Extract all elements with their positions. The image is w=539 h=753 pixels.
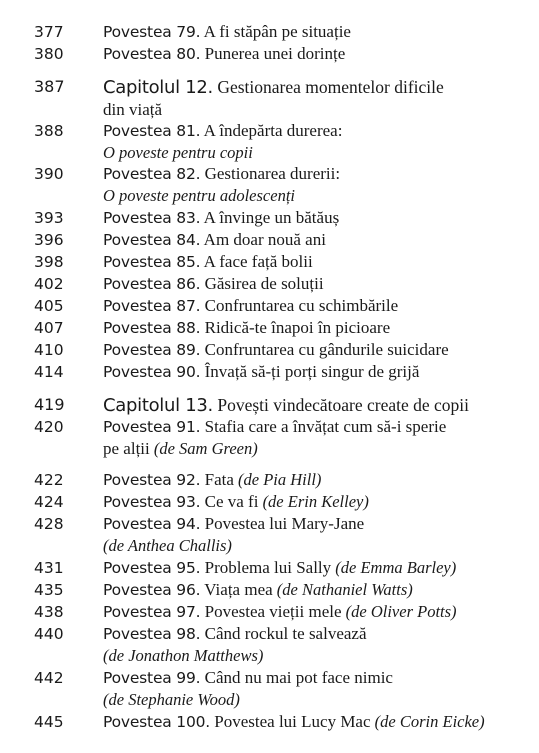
entry-text — [103, 120, 523, 164]
story-number: Povestea 90. — [103, 363, 201, 381]
entry-text — [103, 163, 523, 207]
story-title: Ridică-te înapoi în picioare — [200, 318, 391, 337]
entry-text — [103, 557, 523, 579]
story-author: (de Nathaniel Watts) — [272, 580, 413, 599]
entry-text — [103, 623, 523, 667]
entry-text — [103, 295, 523, 317]
story-title: Problema lui Sally — [200, 558, 332, 577]
story-number: Povestea 89. — [103, 341, 201, 359]
page-number: 380 — [34, 45, 64, 63]
story-number: Povestea 93. — [103, 493, 201, 511]
story-title: Confruntarea cu schimbările — [200, 296, 399, 315]
story-title: Stafia care a învățat cum să-i sperie — [200, 417, 447, 436]
story-title-tail: pe alții — [103, 439, 150, 458]
entry-text — [103, 207, 523, 229]
page-number: 431 — [34, 559, 64, 577]
entry-text — [103, 711, 523, 733]
page-number: 420 — [34, 418, 64, 436]
page-number: 410 — [34, 341, 64, 359]
story-number: Povestea 94. — [103, 515, 201, 533]
story-number: Povestea 79. — [103, 23, 201, 41]
chapter-number: Capitolul 12. — [103, 77, 213, 98]
story-subtitle: O poveste pentru adolescenți — [103, 186, 295, 205]
story-number: Povestea 85. — [103, 253, 201, 271]
story-title: A fi stăpân pe situație — [200, 22, 351, 41]
page-number: 405 — [34, 297, 64, 315]
page-number: 445 — [34, 713, 64, 731]
story-number: Povestea 80. — [103, 45, 201, 63]
story-author: (de Stephanie Wood) — [103, 690, 240, 709]
story-number: Povestea 88. — [103, 319, 201, 337]
entry-text — [103, 273, 523, 295]
story-number: Povestea 83. — [103, 209, 201, 227]
story-author: (de Sam Green) — [149, 439, 258, 458]
story-title: Confruntarea cu gândurile suicidare — [200, 340, 449, 359]
story-author: (de Jonathon Matthews) — [103, 646, 264, 665]
story-title: A face față bolii — [200, 252, 313, 271]
chapter-number: Capitolul 13. — [103, 395, 213, 416]
story-title: Povestea lui Mary-Jane — [200, 514, 365, 533]
chapter-title: Povești vindecătoare create de copii — [212, 395, 470, 415]
story-title: Ce va fi — [200, 492, 259, 511]
page-number: 424 — [34, 493, 64, 511]
story-number: Povestea 92. — [103, 471, 201, 489]
chapter-title: Gestionarea momentelor dificile — [212, 77, 444, 97]
entry-text — [103, 361, 523, 383]
story-title: A învinge un bătăuș — [200, 208, 340, 227]
story-title: Găsirea de soluții — [200, 274, 324, 293]
page-number: 388 — [34, 122, 64, 140]
story-subtitle: O poveste pentru copii — [103, 143, 253, 162]
story-number: Povestea 95. — [103, 559, 201, 577]
entry-text — [103, 667, 523, 711]
page-number: 414 — [34, 363, 64, 381]
story-author: (de Anthea Challis) — [103, 536, 232, 555]
page-number: 428 — [34, 515, 64, 533]
story-title: Fata — [200, 470, 234, 489]
story-author: (de Pia Hill) — [233, 470, 322, 489]
story-title: Când rockul te salvează — [200, 624, 367, 643]
page-number: 377 — [34, 23, 64, 41]
entry-text — [103, 251, 523, 273]
page-number: 422 — [34, 471, 64, 489]
entry-text — [103, 76, 523, 121]
page-number: 390 — [34, 165, 64, 183]
page-number: 440 — [34, 625, 64, 643]
entry-text — [103, 43, 523, 65]
story-number: Povestea 81. — [103, 122, 201, 140]
story-title-continued — [103, 438, 523, 460]
entry-text — [103, 469, 523, 491]
story-number: Povestea 84. — [103, 231, 201, 249]
story-author: (de Corin Eicke) — [370, 712, 485, 731]
entry-text — [103, 317, 523, 339]
page-number: 393 — [34, 209, 64, 227]
entry-text — [103, 416, 523, 460]
story-number: Povestea 97. — [103, 603, 201, 621]
page-number: 402 — [34, 275, 64, 293]
story-title: A îndepărta durerea: — [200, 121, 343, 140]
story-title: Am doar nouă ani — [200, 230, 326, 249]
story-title: Gestionarea durerii: — [200, 164, 341, 183]
story-title: Punerea unei dorințe — [200, 44, 346, 63]
entry-text — [103, 339, 523, 361]
story-number: Povestea 82. — [103, 165, 201, 183]
page-number: 396 — [34, 231, 64, 249]
story-number: Povestea 87. — [103, 297, 201, 315]
page-number: 398 — [34, 253, 64, 271]
story-number: Povestea 99. — [103, 669, 201, 687]
page-number: 419 — [34, 395, 65, 414]
story-author: (de Oliver Potts) — [341, 602, 457, 621]
story-number: Povestea 86. — [103, 275, 201, 293]
story-number: Povestea 96. — [103, 581, 201, 599]
story-title: Povestea vieții mele — [200, 602, 342, 621]
page-number: 387 — [34, 77, 65, 96]
entry-text — [103, 579, 523, 601]
entry-text — [103, 21, 523, 43]
entry-text — [103, 394, 523, 417]
story-number: Povestea 100. — [103, 713, 211, 731]
page-number: 442 — [34, 669, 64, 687]
chapter-title-continued: din viață — [103, 100, 163, 119]
page-number: 407 — [34, 319, 64, 337]
story-number: Povestea 98. — [103, 625, 201, 643]
page-number: 438 — [34, 603, 64, 621]
page-number: 435 — [34, 581, 64, 599]
story-title: Viața mea — [200, 580, 273, 599]
story-author: (de Erin Kelley) — [258, 492, 369, 511]
entry-text — [103, 601, 523, 623]
entry-text — [103, 229, 523, 251]
story-author: (de Emma Barley) — [331, 558, 457, 577]
story-title: Când nu mai pot face nimic — [200, 668, 393, 687]
entry-text — [103, 491, 523, 513]
story-title: Povestea lui Lucy Mac — [210, 712, 371, 731]
entry-text — [103, 513, 523, 557]
story-title: Învață să-ți porți singur de grijă — [200, 362, 420, 381]
story-number: Povestea 91. — [103, 418, 201, 436]
